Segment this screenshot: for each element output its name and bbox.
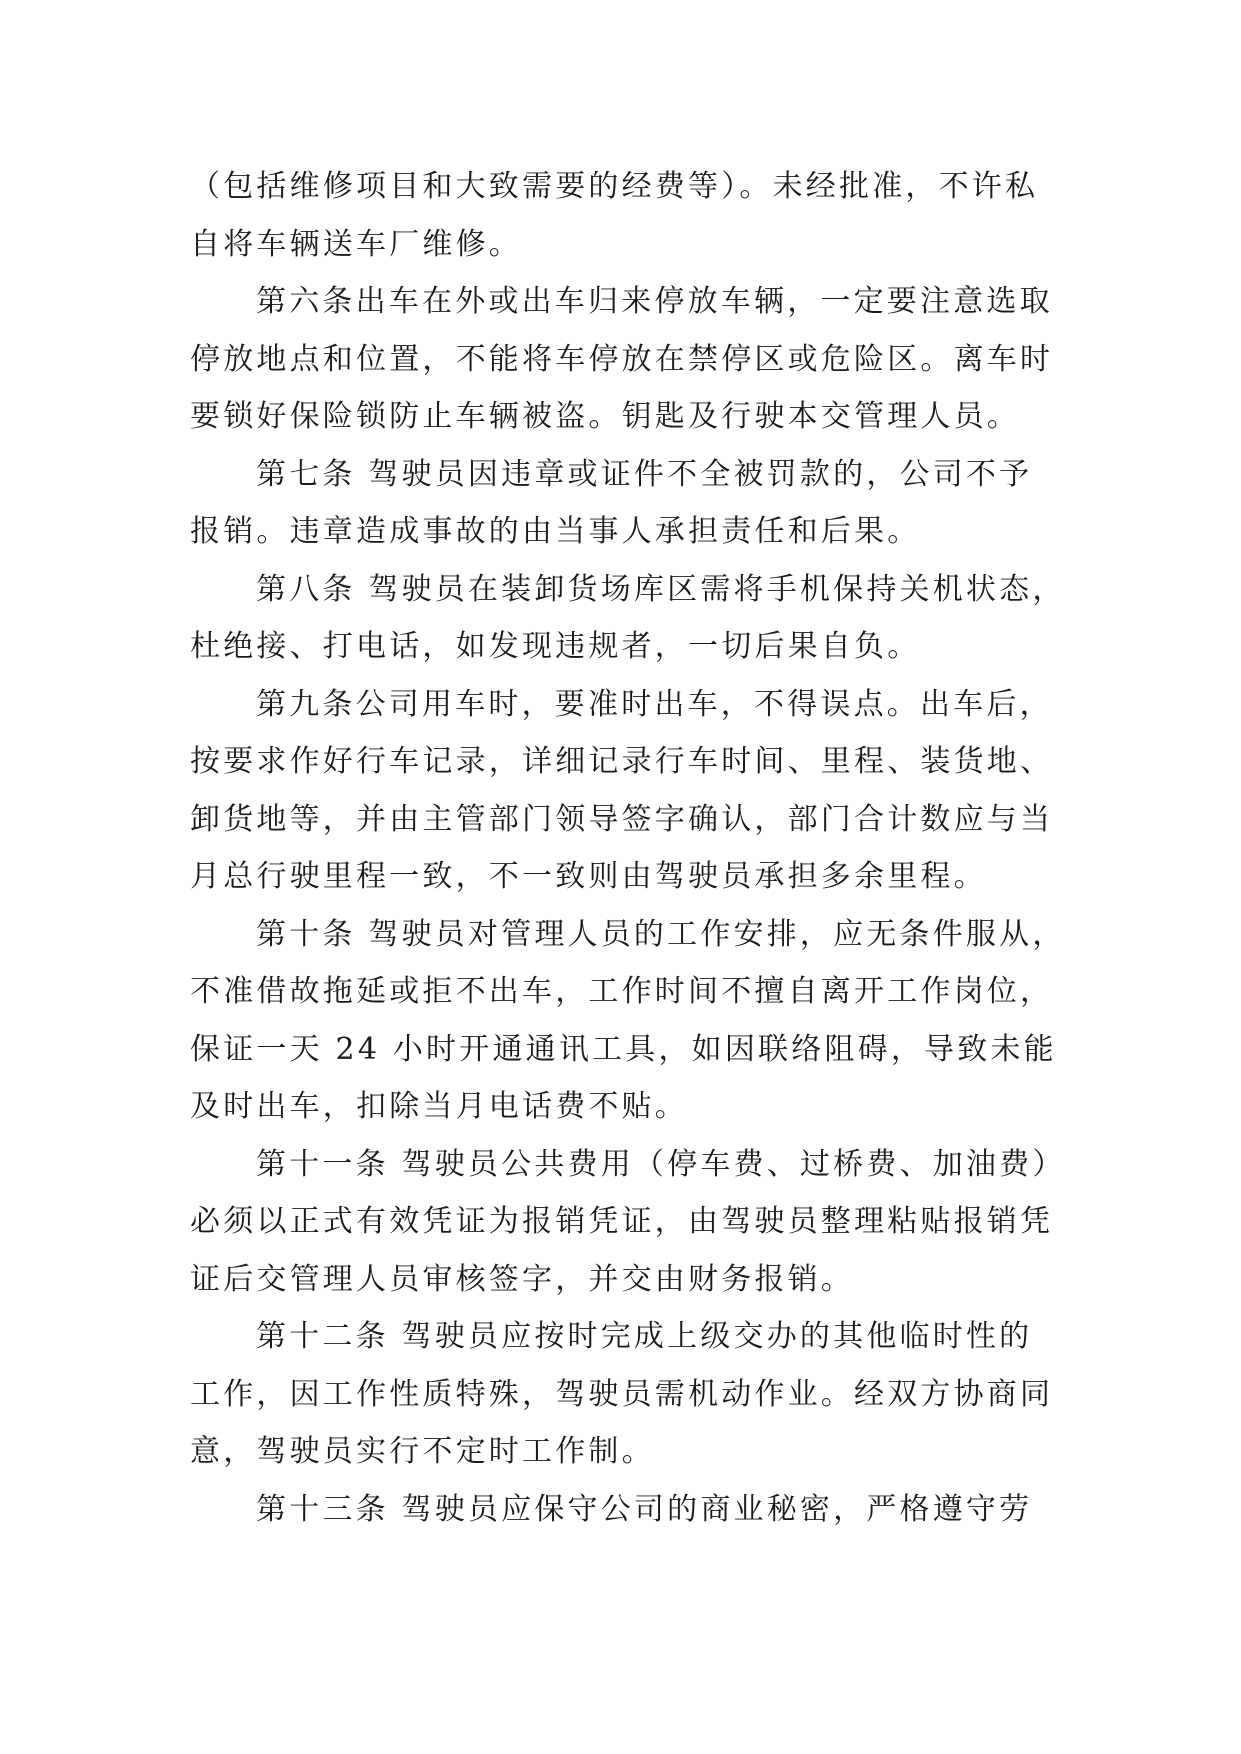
text-line: 保证一天 24 小时开通通讯工具，如因联络阻碍，导致未能	[190, 1031, 1057, 1067]
text-line: 不准借故拖延或拒不出车，工作时间不擅自离开工作岗位，	[190, 974, 1054, 1009]
article-9-start: 第九条公司用车时，要准时出车，不得误点。出车后，	[256, 686, 1053, 722]
article-8-start: 第八条 驾驶员在装卸货场库区需将手机保持关机状态，	[256, 571, 1066, 607]
article-10-start: 第十条 驾驶员对管理人员的工作安排，应无条件服从，	[256, 916, 1066, 952]
text-line: （包括维修项目和大致需要的经费等）。未经批准，不许私	[190, 169, 1039, 204]
text-line: 工作，因工作性质特殊，驾驶员需机动作业。经双方协商同	[190, 1376, 1054, 1412]
article-12-start: 第十二条 驾驶员应按时完成上级交办的其他临时性的	[256, 1319, 1033, 1354]
text-line: 必须以正式有效凭证为报销凭证，由驾驶员整理粘贴报销凭	[190, 1204, 1054, 1239]
text-line: 按要求作好行车记录，详细记录行车时间、里程、装货地、	[190, 744, 1054, 779]
document-body	[190, 158, 1090, 1538]
article-13-start: 第十三条 驾驶员应保守公司的商业秘密，严格遵守劳	[256, 1491, 1033, 1527]
text-line: 意，驾驶员实行不定时工作制。	[190, 1434, 655, 1469]
text-line: 停放地点和位置，不能将车停放在禁停区或危险区。离车时	[190, 341, 1054, 377]
text-line: 证后交管理人员审核签字，并交由财务报销。	[190, 1261, 854, 1297]
text-line: 报销。违章造成事故的由当事人承担责任和后果。	[190, 514, 921, 549]
text-line: 自将车辆送车厂维修。	[190, 226, 522, 262]
article-7-start: 第七条 驾驶员因违章或证件不全被罚款的，公司不予	[256, 456, 1033, 492]
text-line: 月总行驶里程一致，不一致则由驾驶员承担多余里程。	[190, 859, 987, 894]
text-line: 要锁好保险锁防止车辆被盗。钥匙及行驶本交管理人员。	[190, 399, 1020, 434]
article-6-start: 第六条出车在外或出车归来停放车辆，一定要注意选取	[256, 284, 1053, 319]
text-line: 及时出车，扣除当月电话费不贴。	[190, 1089, 688, 1124]
text-line: 卸货地等，并由主管部门领导签字确认，部门合计数应与当	[190, 801, 1054, 837]
text-line: 杜绝接、打电话，如发现违规者，一切后果自负。	[190, 629, 921, 664]
article-11-start: 第十一条 驾驶员公共费用（停车费、过桥费、加油费）	[256, 1146, 1066, 1182]
